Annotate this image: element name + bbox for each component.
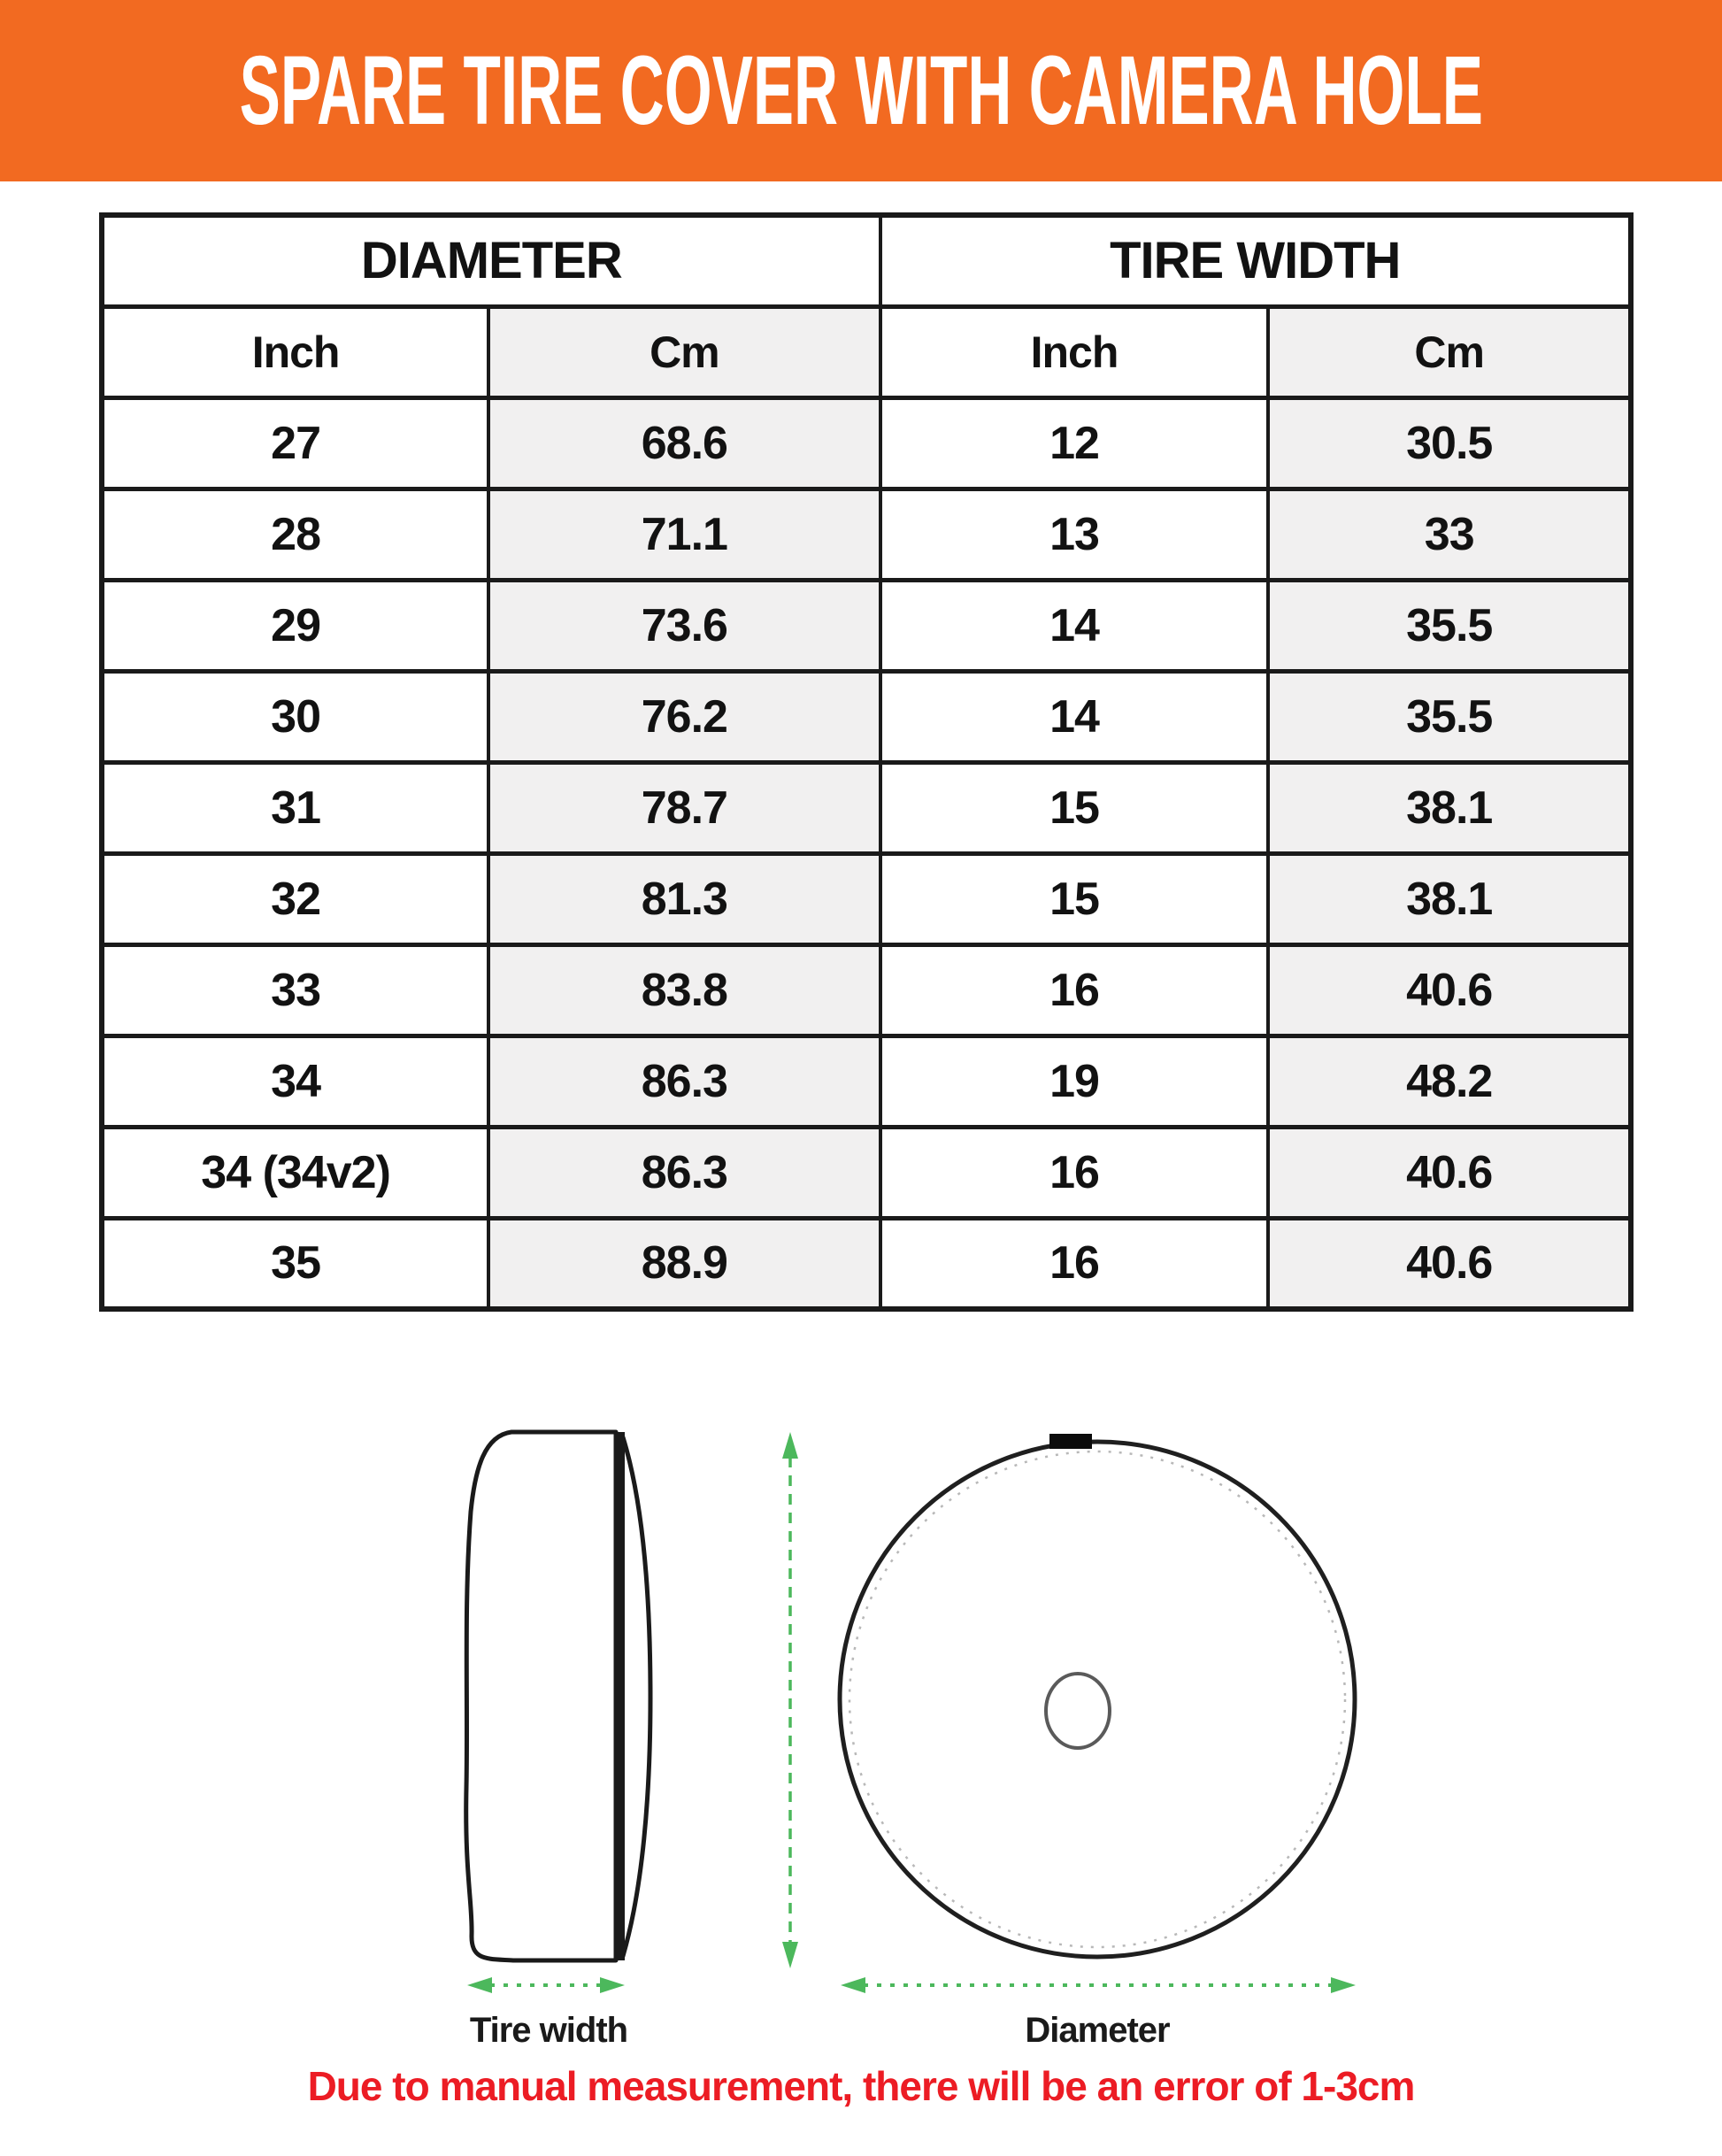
cell-cm: 86.3 xyxy=(488,1127,880,1218)
cell-cm: 78.7 xyxy=(488,762,880,853)
diameter-label: Diameter xyxy=(1025,2011,1170,2050)
diameter-arrow xyxy=(841,1977,1356,1993)
page-title: SPARE TIRE COVER WITH CAMERA HOLE xyxy=(239,36,1483,145)
cell-inch: 34 (34v2) xyxy=(102,1127,488,1218)
subheader-inch-diameter: Inch xyxy=(102,306,488,397)
cell-inch: 19 xyxy=(880,1036,1269,1127)
cell-inch: 16 xyxy=(880,1218,1269,1309)
cell-cm: 40.6 xyxy=(1268,1127,1631,1218)
valve-marker xyxy=(1049,1434,1092,1449)
cell-inch: 35 xyxy=(102,1218,488,1309)
cell-cm: 38.1 xyxy=(1268,853,1631,944)
cell-inch: 12 xyxy=(880,397,1269,489)
group-header-row xyxy=(102,215,1631,306)
table-row xyxy=(102,1218,1631,1309)
tire-width-arrow xyxy=(467,1977,625,1993)
cell-cm: 68.6 xyxy=(488,397,880,489)
column-group-tire-width: TIRE WIDTH xyxy=(880,215,1631,306)
table-row xyxy=(102,853,1631,944)
cell-inch: 27 xyxy=(102,397,488,489)
cell-inch: 14 xyxy=(880,671,1269,762)
cell-cm: 86.3 xyxy=(488,1036,880,1127)
cell-inch: 16 xyxy=(880,944,1269,1036)
cell-cm: 81.3 xyxy=(488,853,880,944)
subheader-row xyxy=(102,306,1631,397)
table-row xyxy=(102,1127,1631,1218)
tire-width-label: Tire width xyxy=(469,2011,628,2050)
cell-inch: 34 xyxy=(102,1036,488,1127)
cell-inch: 33 xyxy=(102,944,488,1036)
cell-cm: 88.9 xyxy=(488,1218,880,1309)
tire-side-view xyxy=(466,1432,650,1960)
table-row xyxy=(102,397,1631,489)
cell-cm: 35.5 xyxy=(1268,580,1631,671)
size-chart-table xyxy=(99,212,1634,1312)
cell-cm: 35.5 xyxy=(1268,671,1631,762)
measurement-note: Due to manual measurement, there will be an error of 1-3cm xyxy=(307,2063,1415,2109)
cell-inch: 16 xyxy=(880,1127,1269,1218)
cell-cm: 73.6 xyxy=(488,580,880,671)
table-row xyxy=(102,671,1631,762)
subheader-cm-tirewidth: Cm xyxy=(1268,306,1631,397)
cell-inch: 29 xyxy=(102,580,488,671)
cell-cm: 83.8 xyxy=(488,944,880,1036)
table-row xyxy=(102,944,1631,1036)
cell-cm: 40.6 xyxy=(1268,944,1631,1036)
column-group-diameter: DIAMETER xyxy=(102,215,880,306)
cell-cm: 71.1 xyxy=(488,489,880,580)
cell-inch: 15 xyxy=(880,762,1269,853)
subheader-inch-tirewidth: Inch xyxy=(880,306,1269,397)
cell-cm: 38.1 xyxy=(1268,762,1631,853)
cell-inch: 13 xyxy=(880,489,1269,580)
cell-inch: 28 xyxy=(102,489,488,580)
camera-hole xyxy=(1046,1674,1110,1748)
measurement-diagram xyxy=(0,1416,1722,2000)
tire-front-view xyxy=(840,1434,1355,1957)
cell-inch: 15 xyxy=(880,853,1269,944)
subheader-cm-diameter: Cm xyxy=(488,306,880,397)
cell-inch: 30 xyxy=(102,671,488,762)
table-row xyxy=(102,1036,1631,1127)
cell-cm: 48.2 xyxy=(1268,1036,1631,1127)
vertical-diameter-arrow xyxy=(782,1432,798,1968)
cell-cm: 76.2 xyxy=(488,671,880,762)
banner xyxy=(0,0,1722,181)
cell-inch: 31 xyxy=(102,762,488,853)
table-row xyxy=(102,762,1631,853)
cell-cm: 40.6 xyxy=(1268,1218,1631,1309)
cell-cm: 30.5 xyxy=(1268,397,1631,489)
table-row xyxy=(102,580,1631,671)
cell-inch: 14 xyxy=(880,580,1269,671)
cell-cm: 33 xyxy=(1268,489,1631,580)
cell-inch: 32 xyxy=(102,853,488,944)
table-row xyxy=(102,489,1631,580)
